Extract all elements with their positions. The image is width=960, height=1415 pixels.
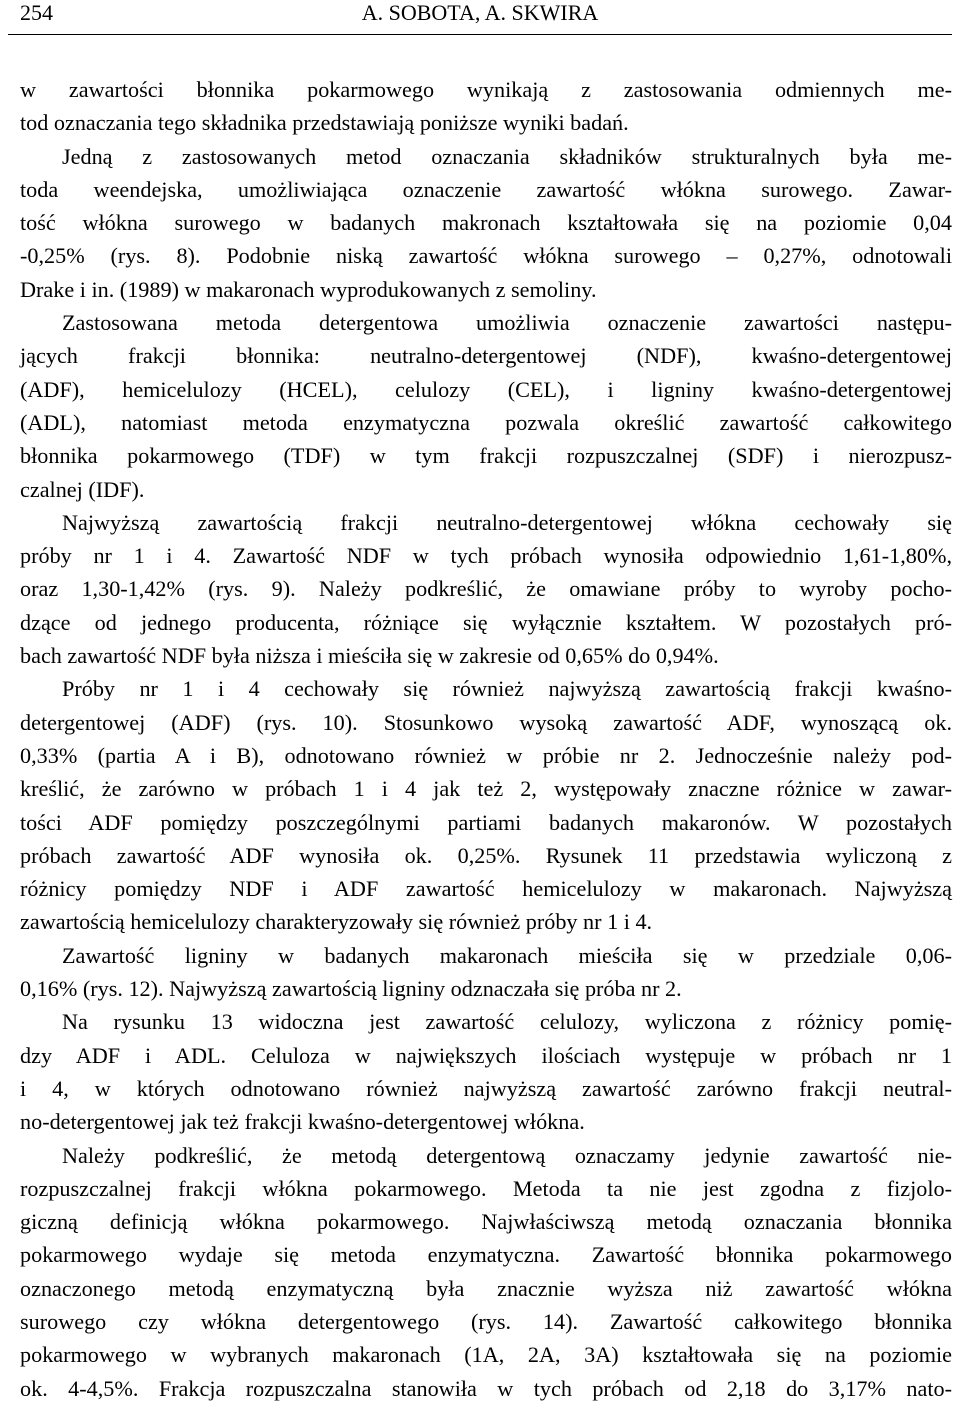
text-line: pokarmowego wydaje się metoda enzymatyczna. Zawartość błonnika pokarmowego <box>20 1242 952 1268</box>
text-line: toda weendejska, umożliwiająca oznaczenie zawartość włókna surowego. Zawar- <box>20 176 952 202</box>
header-rule <box>8 34 952 35</box>
running-head: A. SOBOTA, A. SKWIRA <box>361 0 599 25</box>
text-line: Na rysunku 13 widoczna jest zawartość celulozy, wyliczona z różnicy pomię- <box>62 1009 952 1035</box>
text-line: w zawartości błonnika pokarmowego wynikają z zastosowania odmiennych me- <box>20 77 952 102</box>
text-line: kreślić, że zarówno w próbach 1 i 4 jak też 2, występowały znaczne różnice w zawar- <box>20 776 952 802</box>
text-line: ok. 4-4,5%. Frakcja rozpuszczalna stanowiła w tych próbach od 2,18 do 3,17% nato- <box>20 1375 952 1401</box>
text-line: dzy ADF i ADL. Celuloza w największych ilościach występuje w próbach nr 1 <box>20 1042 952 1068</box>
body-text <box>20 73 952 1405</box>
text-line: tość włókna surowego w badanych makronach kształtowała się na poziomie 0,04 <box>20 210 952 236</box>
page-number: 254 <box>20 0 53 25</box>
text-line: 0,16% (rys. 12). Najwyższą zawartością ligniny odznaczała się próba nr 2. <box>20 976 682 1002</box>
text-line: surowego czy włókna detergentowego (rys. 14). Zawartość całkowitego błonnika <box>20 1308 952 1334</box>
text-line: próbach zawartość ADF wynosiła ok. 0,25%. Rysunek 11 przedstawia wyliczoną z <box>20 842 952 868</box>
text-line: zawartością hemicelulozy charakteryzowały się również próby nr 1 i 4. <box>20 909 653 935</box>
text-line: Należy podkreślić, że metodą detergentową oznaczamy jedynie zawartość nie- <box>62 1142 952 1168</box>
text-line: 0,33% (partia A i B), odnotowano również w próbie nr 2. Jednocześnie należy pod- <box>20 742 952 768</box>
text-line: błonnika pokarmowego (TDF) w tym frakcji rozpuszczalnej (SDF) i nierozpusz- <box>20 443 952 469</box>
page-header <box>0 0 960 34</box>
text-line: próby nr 1 i 4. Zawartość NDF w tych próbach wynosiła odpowiednio 1,61-1,80%, <box>20 543 952 569</box>
text-line: i 4, w których odnotowano również najwyższą zawartość zarówno frakcji neutral- <box>20 1075 952 1101</box>
text-line: Drake i in. (1989) w makaronach wyprodukowanych z semoliny. <box>20 276 597 302</box>
text-line: no-detergentowej jak też frakcji kwaśno-detergentowej włókna. <box>20 1109 585 1135</box>
text-line: rozpuszczalnej frakcji włókna pokarmowego. Metoda ta nie jest zgodna z fizjolo- <box>20 1175 952 1201</box>
text-line: jących frakcji błonnika: neutralno-detergentowej (NDF), kwaśno-detergentowej <box>20 343 952 369</box>
text-line: tod oznaczania tego składnika przedstawiają poniższe wyniki badań. <box>20 110 629 136</box>
text-line: Zawartość ligniny w badanych makaronach mieściła się w przedziale 0,06- <box>62 942 952 968</box>
text-line: (ADF), hemicelulozy (HCEL), celulozy (CEL), i ligniny kwaśno-detergentowej <box>20 376 952 402</box>
text-line: oznaczonego metodą enzymatyczną była znacznie wyższa niż zawartość włókna <box>20 1275 952 1301</box>
text-line: Jedną z zastosowanych metod oznaczania składników strukturalnych była me- <box>62 143 952 169</box>
text-line: czalnej (IDF). <box>20 476 145 502</box>
text-line: Próby nr 1 i 4 cechowały się również najwyższą zawartością frakcji kwaśno- <box>62 676 952 702</box>
text-line: różnicy pomiędzy NDF i ADF zawartość hemicelulozy w makaronach. Najwyższą <box>20 876 952 902</box>
text-line: Najwyższą zawartością frakcji neutralno-detergentowej włókna cechowały się <box>62 509 952 535</box>
text-line: (ADL), natomiast metoda enzymatyczna pozwala określić zawartość całkowitego <box>20 409 952 435</box>
text-line: tości ADF pomiędzy poszczególnymi partiami badanych makaronów. W pozostałych <box>20 809 952 835</box>
text-line: pokarmowego w wybranych makaronach (1A, 2A, 3A) kształtowała się na poziomie <box>20 1342 952 1368</box>
text-line: Zastosowana metoda detergentowa umożliwia oznaczenie zawartości następu- <box>62 310 952 336</box>
text-line: dzące od jednego producenta, różniące się wyłącznie kształtem. W pozostałych pró- <box>20 609 952 635</box>
text-line: detergentowej (ADF) (rys. 10). Stosunkowo wysoką zawartość ADF, wynoszącą ok. <box>20 709 952 735</box>
text-line: giczną definicją włókna pokarmowego. Najwłaściwszą metodą oznaczania błonnika <box>20 1209 952 1235</box>
text-line: -0,25% (rys. 8). Podobnie niską zawartość włókna surowego – 0,27%, odnotowali <box>20 243 952 269</box>
text-line: oraz 1,30-1,42% (rys. 9). Należy podkreślić, że omawiane próby to wyroby pocho- <box>20 576 952 602</box>
text-line: bach zawartość NDF była niższa i mieściła się w zakresie od 0,65% do 0,94%. <box>20 643 719 669</box>
